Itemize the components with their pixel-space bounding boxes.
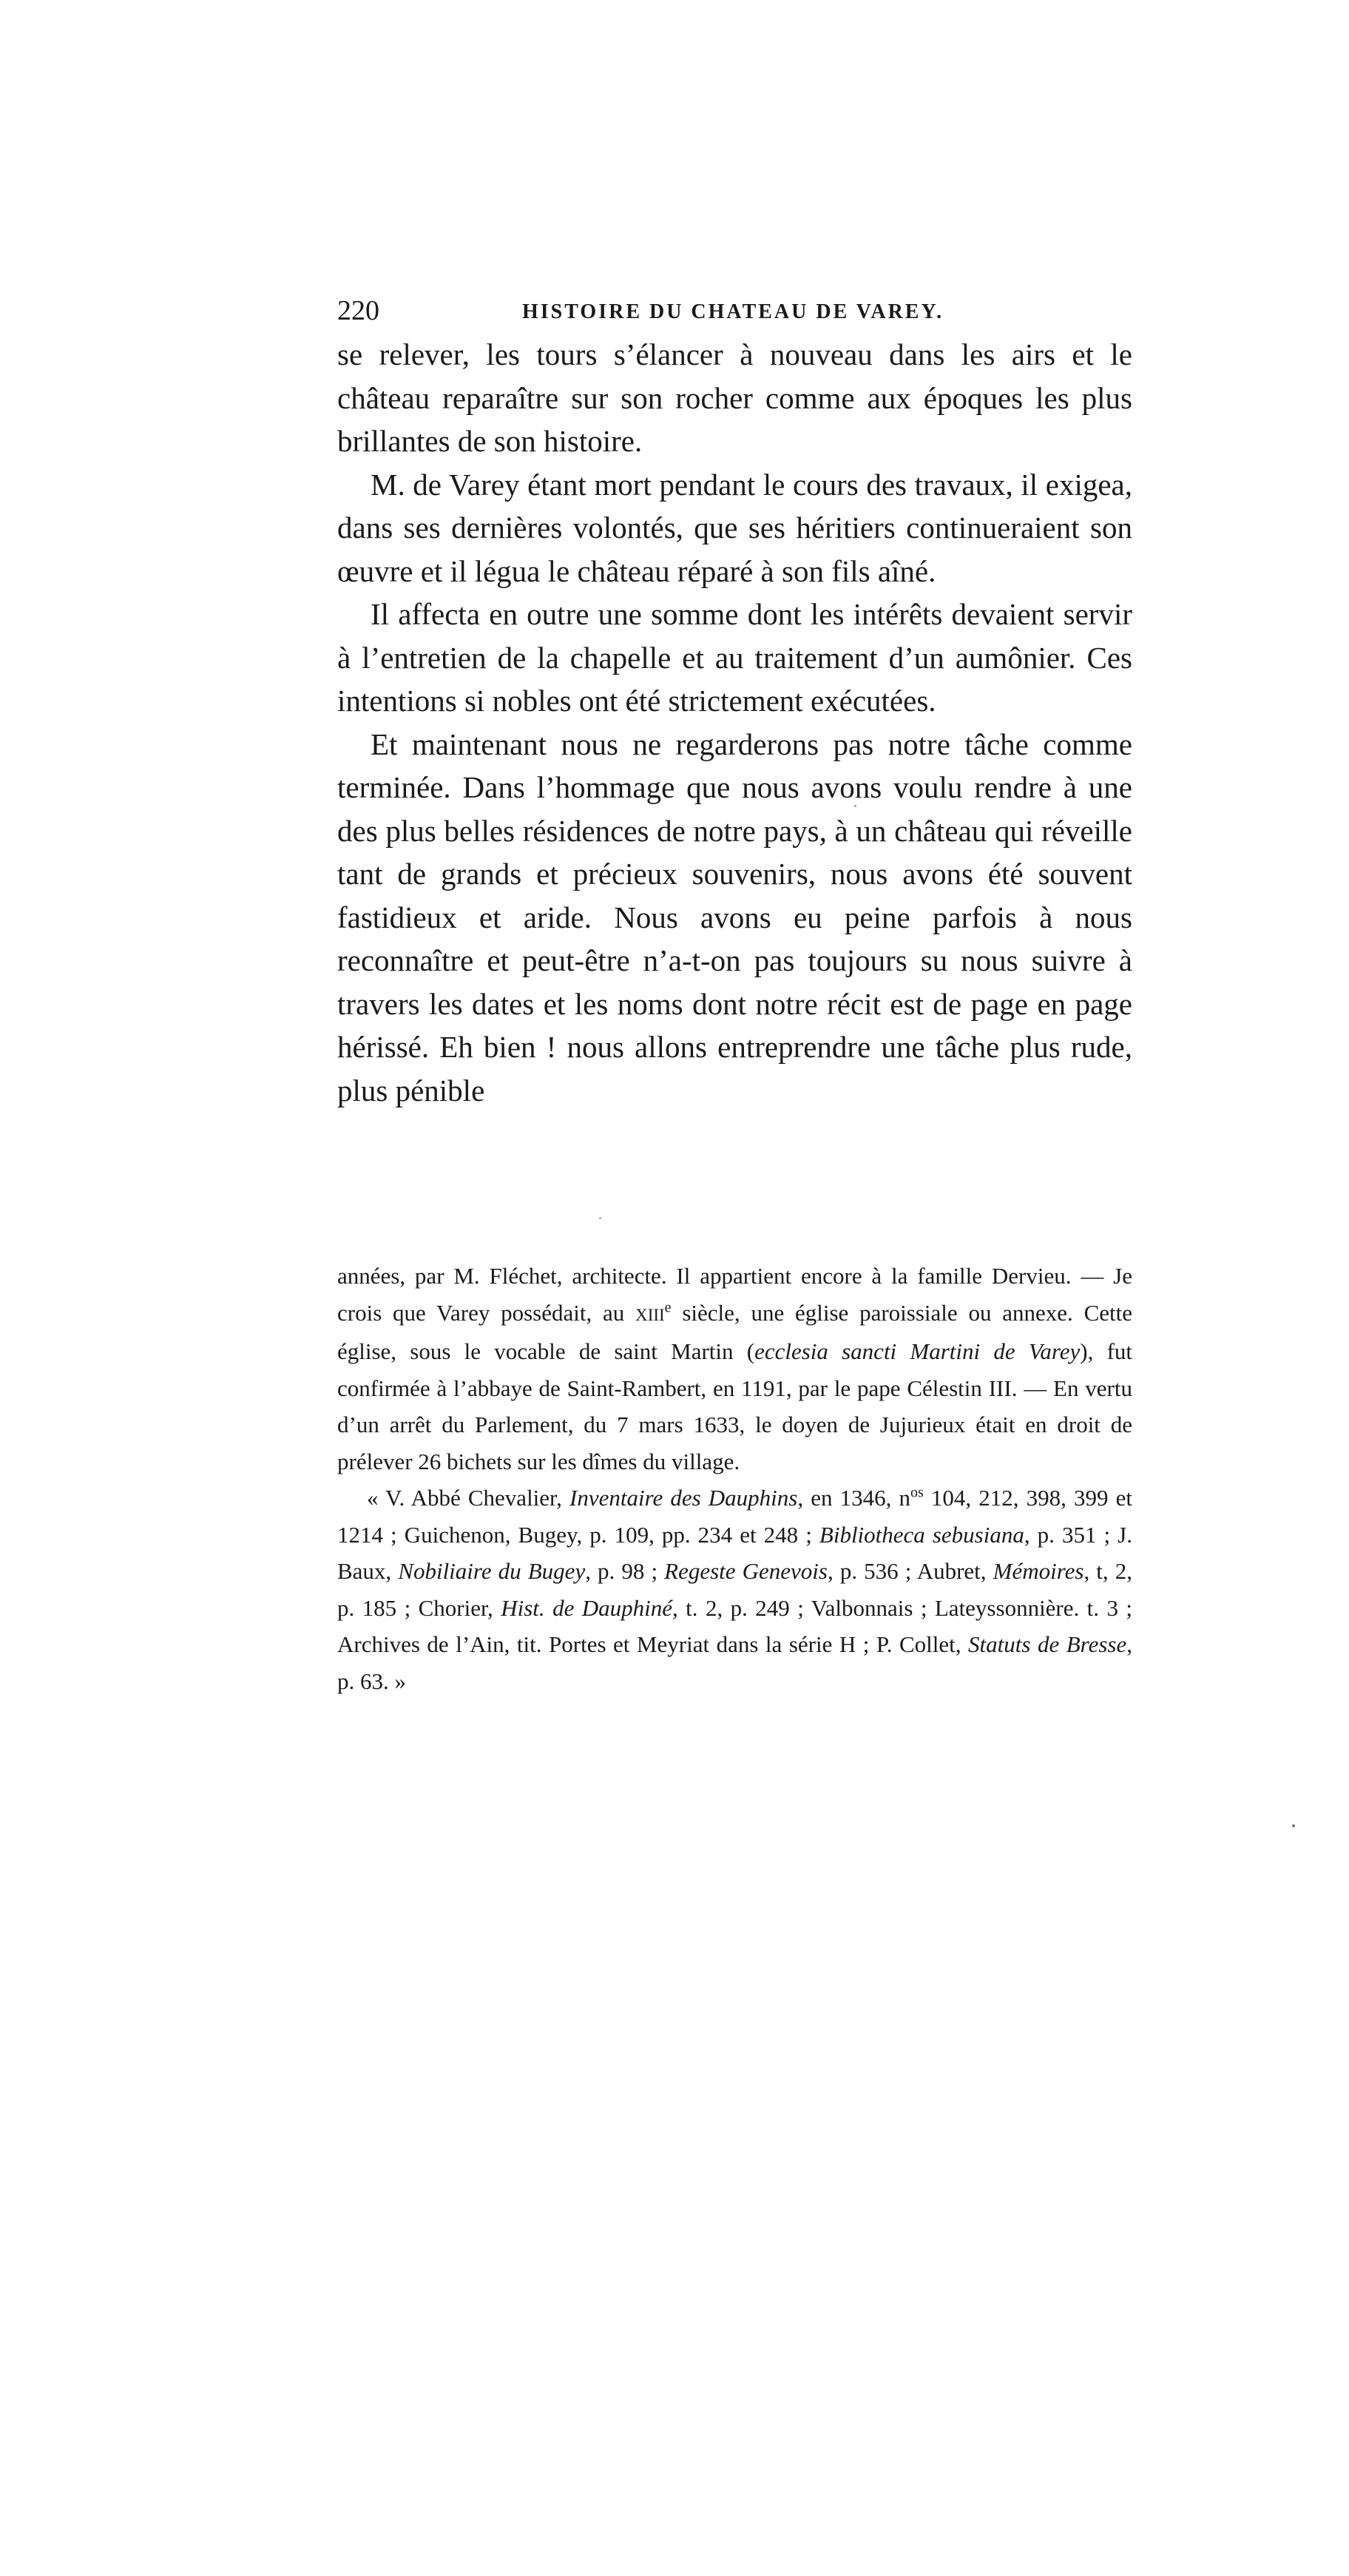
paper-speck — [599, 1217, 601, 1219]
paper-speck — [1292, 1824, 1295, 1827]
body-text — [337, 333, 1132, 1112]
body-paragraph: Il affecta en outre une somme dont les intérêts devaient servir à l’entretien de la chapelle et au traitement d’un aumônier. Ces intentions si nobles ont été strictement exécutées. — [337, 597, 1132, 718]
body-paragraph: M. de Varey étant mort pendant le cours des travaux, il exigea, dans ses dernières volontés, que ses héritiers continueraient son œuvre et il légua le château réparé à son fils aîné. — [337, 467, 1132, 588]
running-title: HISTOIRE DU CHATEAU DE VAREY. — [522, 300, 944, 323]
latin-phrase: ecclesia sancti Martini de Varey — [754, 1338, 1081, 1364]
footnote-continued: années, par M. Fléchet, architecte. Il appartient encore à la famille Dervieu. — Je crois que Varey possédait, au XIIIe siècle, une église paroissiale ou annexe. Cette église, sous le vocable de saint Martin (ecclesia sancti Martini de Varey), fut confirmée à l’abbaye de Saint-Rambert, en 1191, par le pape Célestin III. — En vertu d’un arrêt du Parlement, du 7 mars 1633, le doyen de Jujurieux était en droit de prélever 26 bichets sur les dîmes du village. — [337, 1263, 1133, 1474]
paper-speck — [854, 805, 856, 807]
footnote-sources: « V. Abbé Chevalier, Inventaire des Dauphins, en 1346, $n^{os}$ 104, 212, 398, 399 et 1214 ; Guichenon, Bugey, p. 109, pp. 234 et 248 ; Bibliotheca sebusiana, p. 351 ; J. Baux, Nobiliaire du Bugey, p. 98 ; Regeste Genevois, p. 536 ; Aubret, Mémoires, t, 2, p. 185 ; Chorier, Hist. de Dauphiné, t. 2, p. 249 ; Valbonnais ; Lateyssonnière. t. 3 ; Archives de l’Ain, tit. Portes et Meyriat dans la série H ; P. Collet, Statuts de Bresse, p. 63. » — [337, 1484, 1133, 1694]
century-numeral: XIII — [635, 1305, 665, 1324]
body-paragraph: Et maintenant nous ne regarderons pas notre tâche comme terminée. Dans l’hommage que nous avons voulu rendre à une des plus belles résidences de notre pays, à un château qui réveille tant de grands et précieux souvenirs, nous avons été souvent fastidieux et aride. Nous avons eu peine parfois à nous reconnaître et peut-être n’a-t-on pas toujours su nous suivre à travers les dates et les noms dont notre récit est de page en page hérissé. Eh bien ! nous allons entreprendre une tâche plus rude, plus pénible — [337, 726, 1132, 1107]
page-number: 220 — [337, 295, 379, 326]
page-header — [337, 292, 1132, 329]
footnotes — [337, 1258, 1132, 1699]
body-paragraph: se relever, les tours s’élancer à nouveau dans les airs et le château reparaître sur son rocher comme aux époques les plus brillantes de son histoire. — [337, 337, 1132, 458]
